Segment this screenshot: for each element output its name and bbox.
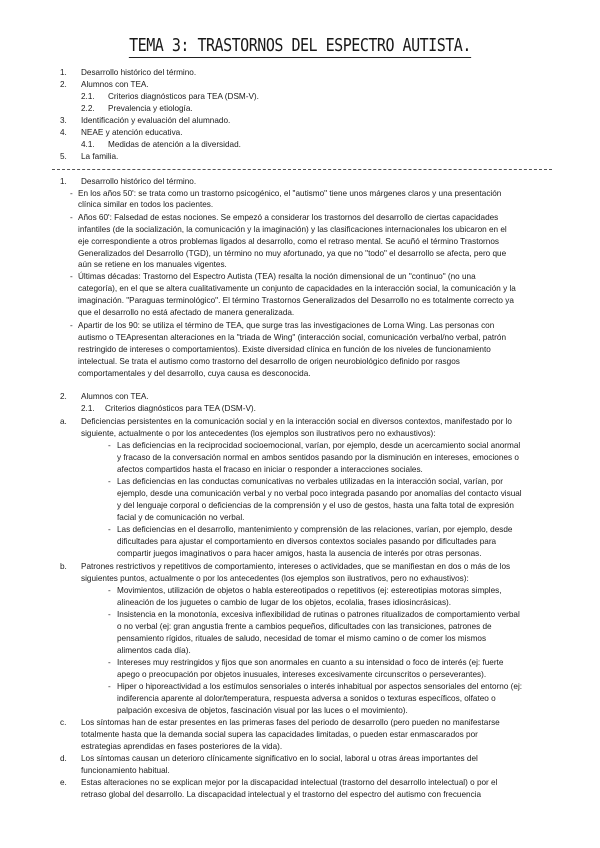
text-line: y fracaso de la conversación normal en ambos sentidos pasando por la disminución en intereses, emociones o bbox=[117, 453, 519, 462]
title-text: TEMA 3: TRASTORNOS DEL ESPECTRO AUTISTA. bbox=[129, 36, 471, 56]
text-line: palpación excesiva de objetos, fascinación visual por las luces o el movimiento). bbox=[117, 706, 408, 715]
text-line: eje correspondiente a otros problemas ligados al desarrollo, como el retraso mental. Se acuñó el término Trastornos bbox=[78, 237, 499, 246]
text-line: alineación de los juguetes o cambio de lugar de los objetos, ecolalia, frases idiosincrásicas). bbox=[117, 598, 452, 607]
text-line: siguiente, actualmente o por los antecedentes (los ejemplos son ilustrativos pero no exhaustivos): bbox=[81, 429, 436, 438]
text-line: clínica similar en todos los pacientes. bbox=[78, 200, 214, 209]
text-line: facial y de comunicación no verbal. bbox=[117, 513, 245, 522]
text-line: apego o preocupación por objetos inusuales, intereses excesivamente circunscritos o perseverantes). bbox=[117, 670, 487, 679]
text-line: restringido de intereses o comportamientos). Existe diversidad clínica en función de los niveles de funcionamiento bbox=[78, 345, 491, 354]
text-line: categoría), en el que se altera cualitativamente un conjunto de capacidades en la interacción social, la comunicación y la bbox=[78, 284, 516, 293]
text-line: autismo o TEApresentan alteraciones en la "triada de Wing" (interacción social, comunicación verbal/no verbal, patrón bbox=[78, 333, 507, 342]
text-line: ejemplo, desde una comunicación verbal y no verbal poco integrada pasando por anomalías del contacto visual bbox=[117, 489, 522, 498]
text-line: dificultades para ajustar el comportamiento en diversos contextos sociales pasando por dificultades para bbox=[117, 537, 497, 546]
text-line: comportamentales y del desarrollo, cuya causa es desconocida. bbox=[78, 369, 311, 378]
text-line: infantiles (de la socialización, la comunicación y la imaginación) y las clasificaciones internacionales los ubicaron en el bbox=[78, 225, 507, 234]
text-line: funcionamiento habitual. bbox=[81, 766, 170, 775]
text-line: imaginación. "Paraguas terminológico". El término Trastornos Generalizados del Desarrollo no es totalmente correcto ya bbox=[78, 296, 514, 305]
text-line: y del lenguaje corporal o deficiencias de la comprensión y el uso de gestos, hasta una falta total de expresión bbox=[117, 501, 514, 510]
text-line: intelectual. Se trata el autismo como trastorno del desarrollo de origen neurobiológico definido por rasgos bbox=[78, 357, 460, 366]
text-line: Generalizados del Desarrollo (TGD), un término no muy afortunado, ya que no "todo" el desarrollo se afecta, pero que bbox=[78, 249, 507, 258]
text-line: pensamiento rígidos, rituales de saludo, necesidad de tomar el mismo camino o de comer los mismos bbox=[117, 634, 487, 643]
text-line: aún se retiene en los manuales vigentes. bbox=[78, 260, 227, 269]
text-line: afectos compartidos hasta el fracaso en iniciar o responder a interacciones sociales. bbox=[117, 465, 423, 474]
text-line: indiferencia aparente al dolor/temperatura, respuesta adversa a sonidos o texturas específicos, olfateo o bbox=[117, 694, 496, 703]
text-line: compartir juegos imaginativos o para hacer amigos, hasta la ausencia de interés por otras personas. bbox=[117, 549, 482, 558]
page-title bbox=[42, 36, 558, 58]
text-line: siguientes puntos, actualmente o por los antecedentes (los ejemplos son ilustrativos, pero no exhaustivos): bbox=[81, 574, 469, 583]
text-line: alimentos cada día). bbox=[117, 646, 191, 655]
text-line: retraso global del desarrollo. La discapacidad intelectual y el trastorno del espectro del autismo con frecuencia bbox=[81, 790, 482, 799]
text-line: totalmente hasta que la demanda social supera las capacidades limitadas, o pueden estar enmascarados por bbox=[81, 730, 478, 739]
dashed-separator bbox=[52, 169, 552, 170]
text-line: que el desarrollo no está afectado de manera generalizada. bbox=[78, 308, 295, 317]
text-line: o no verbal (ej: gran angustia frente a cambios pequeños, dificultades con las transiciones, patrones de bbox=[117, 622, 492, 631]
text-line: estrategias aprendidas en fases posteriores de la vida). bbox=[81, 742, 283, 751]
document-page: TEMA 3: TRASTORNOS DEL ESPECTRO AUTISTA. 1. Desarrollo histórico del término. 2. Alumnos con TEA. 2.1. Criterios diagnósticos para TEA (DSM-V). 2.2. Prevalencia y etiología. 3. Identificación y evaluación del alumnado. 4. NEAE y atención educativa. 4.1. Medidas de atención a la diversidad. 5. La familia. 1. Desarrollo histórico del término. - En los años 50': se trata como un trastorno psicogénico, el "autismo" tiene unos márgenes claros y una presentación clínica similar en todos los pacientes. - Años 60': Falsedad de estas nociones. Se empezó a considerar los trastornos del desarrollo de ciertas capacidades infantiles (de la socialización, la comunicación y la imaginación) y las clasificaciones internacionales los ubicaron en el eje correspondiente a otros problemas ligados al desarrollo, como el retraso mental. Se acuñó el término Trastornos Generalizados del Desarrollo (TGD), un término no muy afortunado, ya que no "todo" el desarrollo se afecta, pero que aún se retiene en los manuales vigentes. - Últimas décadas: Trastorno del Espectro Autista (TEA) resalta la noción dimensional de un "continuo" (no una categoría), en el que se altera cualitativamente un conjunto de capacidades en la interacción social, la comunicación y la imaginación. "Paraguas terminológico". El término Trastornos Generalizados del Desarrollo no es totalmente correcto ya que el desarrollo no está afectado de manera generalizada. - Apartir de los 90: se utiliza el término de TEA, que surge tras las investigaciones de Lorna Wing. Las personas con autismo o TEApresentan alteraciones en la "triada de Wing" (interacción social, comunicación verbal/no verbal, patrón restringido de intereses o comportamientos). Existe diversidad clínica en función de los niveles de funcionamiento intelectual. Se trata el autismo como trastorno del desarrollo de origen neurobiológico definido por rasgos comportamentales y del desarrollo, cuya causa es desconocida. 2. Alumnos con TEA. 2.1. Criterios diagnósticos para TEA (DSM-V). a. Deficiencias persistentes en la comunicación social y en la interacción social en diversos contextos, manifestado por lo siguiente, actualmente o por los antecedentes (los ejemplos son ilustrativos pero no exhaustivos): - Las deficiencias en la reciprocidad socioemocional, varían, por ejemplo, desde un acercamiento social anormal y fracaso de la conversación normal en ambos sentidos pasando por la disminución en intereses, emociones o afectos compartidos hasta el fracaso en iniciar o responder a interacciones sociales. - Las deficiencias en las conductas comunicativas no verbales utilizadas en la interacción social, varían, por ejemplo, desde una comunicación verbal y no verbal poco integrada pasando por anomalías del contacto visual y del lenguaje corporal o deficiencias de la comprensión y el uso de gestos, hasta una falta total de expresión facial y de comunicación no verbal. - Las deficiencias en el desarrollo, mantenimiento y comprensión de las relaciones, varían, por ejemplo, desde dificultades para ajustar el comportamiento en diversos contextos sociales pasando por dificultades para compartir juegos imaginativos o para hacer amigos, hasta la ausencia de interés por otras personas. b. Patrones restrictivos y repetitivos de comportamiento, intereses o actividades, que se manifiestan en dos o más de los siguientes puntos, actualmente o por los antecedentes (los ejemplos son ilustrativos, pero no exhaustivos): - Movimientos, utilización de objetos o habla estereotipados o repetitivos (ej: estereotipias motoras simples, alineación de los juguetes o cambio de lugar de los objetos, ecolalia, frases idiosincrásicas). - Insistencia en la monotonía, excesiva inflexibilidad de rutinas o patrones ritualizados de comportamiento verbal o no verbal (ej: gran angustia frente a cambios pequeños, dificultades con las transiciones, patrones de pensamiento rígidos, rituales de saludo, necesidad de tomar el mismo camino o de comer los mismos alimentos cada día). - Intereses muy restringidos y fijos que son anormales en cuanto a su intensidad o foco de interés (ej: fuerte apego o preocupación por objetos inusuales, intereses excesivamente circunscritos o perseverantes). - Hiper o hiporeactividad a los estímulos sensoriales o interés inhabitual por aspectos sensoriales del entorno (ej: indiferencia aparente al dolor/temperatura, respuesta adversa a sonidos o texturas específicos, olfateo o palpación excesiva de objetos, fascinación visual por las luces o el movimiento). c. Los síntomas han de estar presentes en las primeras fases del periodo de desarrollo (pero pueden no manifestarse totalmente hasta que la demanda social supera las capacidades limitadas, o pueden estar enmascarados por estrategias aprendidas en fases posteriores de la vida). d. Los síntomas causan un deterioro clínicamente significativo en lo social, laboral u otras áreas importantes del funcionamiento habitual. e. Estas alteraciones no se explican mejor por la discapacidad intelectual (trastorno del desarrollo intelectual) o por el retraso global del desarrollo. La discapacidad intelectual y el trastorno del espectro del autismo con frecuencia bbox=[0, 0, 600, 848]
